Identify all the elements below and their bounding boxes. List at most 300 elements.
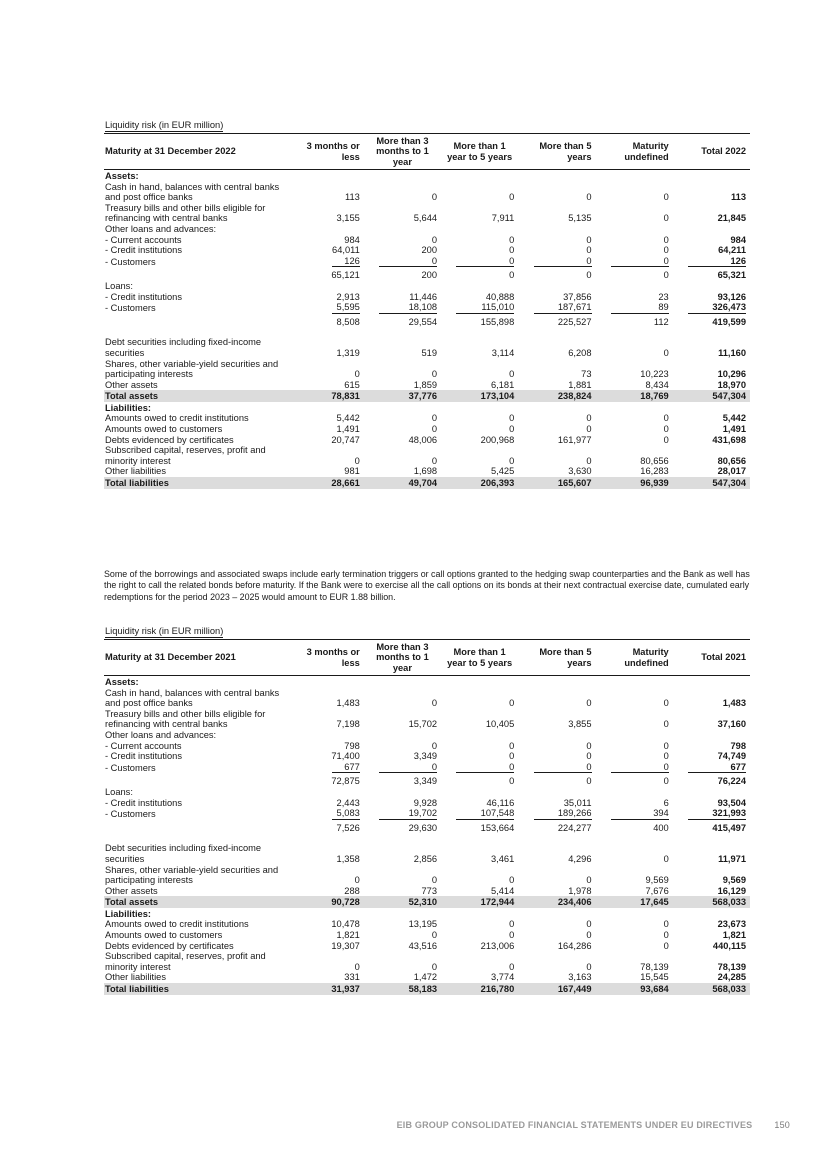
row-label: - Credit institutions (105, 291, 182, 302)
table-row (104, 808, 750, 823)
cell-col-2 (364, 808, 441, 823)
cell-col-5: 0 (663, 192, 669, 203)
cell-col-6: 93,504 (717, 797, 746, 808)
header-row (104, 134, 750, 170)
table-2022-block (104, 120, 750, 489)
cell-col-1: 8,508 (336, 316, 360, 327)
cell-col-4: 0 (586, 751, 592, 762)
cell-col-3: 0 (509, 919, 515, 930)
cell-col-2: 52,310 (364, 896, 441, 908)
cell-col-6: 80,656 (717, 455, 746, 466)
cell-col-2: 0 (431, 698, 438, 709)
cell-col-2: 773 (421, 885, 438, 896)
header-row (104, 640, 750, 676)
cell-col-3: 0 (509, 875, 515, 886)
cell-col-1 (287, 170, 364, 182)
cell-col-2: 29,630 (408, 822, 438, 833)
cell-col-3: 0 (509, 930, 515, 941)
cell-col-5: 0 (663, 234, 669, 245)
cell-col-1: 1,821 (336, 930, 360, 941)
cell-col-6: 10,296 (717, 369, 746, 380)
row-label: Total liabilities (104, 477, 287, 489)
cell-col-1: 615 (344, 379, 360, 390)
cell-col-5: 0 (663, 213, 669, 224)
cell-col-6: 113 (731, 192, 746, 203)
cell-col-3: 3,461 (491, 853, 515, 864)
cell-value: 0 (456, 256, 514, 268)
row-label: Liabilities: (105, 908, 151, 919)
cell-col-1: 984 (344, 234, 360, 245)
cell-col-6 (673, 256, 750, 271)
header-col-4: More than 5 years (518, 640, 595, 676)
cell-col-5: 93,684 (596, 983, 673, 995)
cell-col-6: 798 (730, 740, 746, 751)
cell-col-2: 0 (431, 455, 438, 466)
table-row (104, 245, 750, 256)
cell-col-4: 0 (586, 930, 592, 941)
cell-value: 326,473 (688, 302, 746, 314)
cell-col-4: 1,881 (568, 379, 592, 390)
cell-col-6: 547,304 (673, 390, 750, 402)
cell-col-6: 5,442 (722, 413, 746, 424)
cell-col-5 (596, 787, 673, 798)
cell-col-4: 167,449 (518, 983, 595, 995)
cell-col-6: 568,033 (673, 896, 750, 908)
table-row (104, 413, 750, 424)
cell-col-1: 1,483 (336, 698, 360, 709)
cell-col-1: 0 (354, 875, 360, 886)
cell-col-3: 155,898 (480, 316, 515, 327)
cell-col-5: 6 (663, 797, 669, 808)
cell-col-4: 3,163 (568, 972, 592, 983)
table-row (104, 424, 750, 435)
row-label: Treasury bills and other bills eligible for refinancing with central banks (105, 202, 266, 224)
row-label: Amounts owed to customers (105, 424, 223, 435)
table-row (104, 833, 750, 864)
cell-col-6: 93,126 (717, 291, 746, 302)
cell-col-6: 415,497 (712, 822, 746, 833)
cell-value: 5,083 (332, 808, 360, 820)
liquidity-table-2021 (104, 639, 750, 995)
table-row (104, 865, 750, 886)
cell-col-6: 18,970 (717, 379, 746, 390)
row-label: Debts evidenced by certificates (105, 940, 234, 951)
table-row (104, 302, 750, 317)
cell-col-5 (596, 762, 673, 777)
cell-col-1 (287, 402, 364, 414)
row-label: - Current accounts (105, 740, 182, 751)
cell-col-5: 0 (663, 776, 669, 787)
table-row (104, 327, 750, 358)
cell-col-3 (441, 256, 518, 271)
row-label: Shares, other variable-yield securities and participating interests (105, 864, 279, 886)
table-row (104, 941, 750, 952)
cell-col-5: 112 (653, 316, 669, 327)
cell-col-4: 0 (586, 424, 592, 435)
cell-col-5: 0 (663, 930, 669, 941)
cell-col-4: 1,978 (568, 885, 592, 896)
header-col-5: Maturity undefined (596, 640, 673, 676)
cell-col-3 (441, 402, 518, 414)
table-row (104, 787, 750, 798)
cell-col-6: 28,017 (717, 466, 746, 477)
cell-col-1: 31,937 (287, 983, 364, 995)
cell-col-1: 71,400 (331, 751, 360, 762)
cell-col-3: 173,104 (441, 390, 518, 402)
cell-col-4: 238,824 (518, 390, 595, 402)
cell-col-4 (518, 787, 595, 798)
cell-col-3: 0 (509, 698, 515, 709)
table-row (104, 798, 750, 809)
cell-col-3: 0 (509, 740, 515, 751)
row-label: - Customers (105, 303, 156, 314)
row-label: - Current accounts (105, 234, 182, 245)
cell-col-2 (364, 730, 441, 741)
cell-col-1: 78,831 (287, 390, 364, 402)
row-label: Amounts owed to credit institutions (105, 919, 249, 930)
cell-col-2: 13,195 (408, 919, 438, 930)
row-label: Total liabilities (104, 983, 287, 995)
cell-value: 394 (611, 808, 669, 820)
header-col-1: 3 months or less (287, 134, 364, 170)
row-label: Debt securities including fixed-income securities (105, 843, 262, 864)
page-number: 150 (774, 1120, 790, 1130)
cell-col-2: 15,702 (408, 719, 438, 730)
cell-col-6: 16,129 (717, 885, 746, 896)
cell-col-1 (287, 808, 364, 823)
header-col-3: More than 1 year to 5 years (441, 640, 518, 676)
cell-col-5: 0 (663, 919, 669, 930)
cell-col-1: 0 (354, 369, 360, 380)
cell-col-3: 0 (509, 245, 515, 256)
table-row (104, 823, 750, 834)
cell-col-5: 400 (653, 822, 669, 833)
cell-col-5: 18,769 (596, 390, 673, 402)
cell-value: 19,702 (379, 808, 437, 820)
row-label: - Customers (105, 762, 156, 773)
cell-col-6: 76,224 (717, 776, 746, 787)
cell-col-6 (673, 224, 750, 235)
row-label: - Credit institutions (105, 751, 182, 762)
cell-col-4: 5,135 (568, 213, 592, 224)
table-2021-block (104, 626, 750, 995)
table-caption: Liquidity risk (in EUR million) (105, 626, 224, 636)
row-label: Other liabilities (105, 972, 166, 983)
cell-col-3: 153,664 (480, 822, 515, 833)
cell-col-3 (441, 224, 518, 235)
cell-col-5 (596, 281, 673, 292)
cell-col-2: 0 (431, 424, 438, 435)
cell-col-6: 568,033 (673, 983, 750, 995)
cell-col-6: 78,139 (717, 961, 746, 972)
row-label: Amounts owed to credit institutions (105, 413, 249, 424)
row-label: Debts evidenced by certificates (105, 434, 234, 445)
header-col-5: Maturity undefined (596, 134, 673, 170)
table-row (104, 762, 750, 777)
cell-col-2: 0 (431, 740, 438, 751)
cell-col-3: 0 (509, 961, 515, 972)
cell-col-2: 48,006 (408, 434, 438, 445)
footer-title: EIB GROUP CONSOLIDATED FINANCIAL STATEMENTS UNDER EU DIRECTIVES (396, 1120, 753, 1130)
table-row (104, 709, 750, 730)
cell-col-6: 1,491 (722, 424, 746, 435)
cell-col-6 (673, 908, 750, 920)
cell-col-1: 7,526 (336, 822, 360, 833)
cell-col-6: 11,160 (718, 347, 746, 358)
cell-col-4: 0 (586, 919, 592, 930)
cell-col-6: 1,483 (722, 698, 746, 709)
table-row (104, 270, 750, 281)
cell-col-6: 440,115 (712, 940, 746, 951)
cell-col-3 (441, 787, 518, 798)
table-row (104, 951, 750, 972)
cell-col-5: 80,656 (640, 455, 669, 466)
cell-col-1: 28,661 (287, 477, 364, 489)
cell-col-3 (441, 281, 518, 292)
cell-col-4 (518, 762, 595, 777)
cell-value: 126 (688, 256, 746, 268)
cell-col-4: 0 (586, 698, 592, 709)
cell-col-3 (441, 730, 518, 741)
cell-col-3: 0 (509, 751, 515, 762)
cell-col-5 (596, 402, 673, 414)
cell-col-2 (364, 787, 441, 798)
cell-col-3 (441, 908, 518, 920)
cell-value: 89 (611, 302, 669, 314)
row-label: Subscribed capital, reserves, profit and minority interest (105, 951, 266, 972)
cell-value: 107,548 (456, 808, 514, 820)
cell-value: 0 (379, 256, 437, 268)
cell-col-3 (441, 170, 518, 182)
cell-value: 115,010 (456, 302, 514, 314)
cell-col-5 (596, 730, 673, 741)
cell-col-3: 6,181 (491, 379, 515, 390)
cell-value: 189,266 (534, 808, 592, 820)
table-row (104, 224, 750, 235)
row-label: Loans: (105, 280, 133, 291)
cell-col-5: 8,434 (645, 379, 669, 390)
cell-col-1: 19,307 (331, 940, 360, 951)
cell-col-2: 3,349 (413, 776, 438, 787)
cell-col-4: 3,855 (568, 719, 592, 730)
cell-col-3: 0 (509, 413, 515, 424)
cell-col-1: 72,875 (331, 776, 360, 787)
cell-col-6 (673, 402, 750, 414)
cell-col-4 (518, 676, 595, 688)
cell-col-6 (673, 170, 750, 182)
row-label: Other assets (105, 885, 158, 896)
cell-col-1: 2,913 (336, 291, 360, 302)
cell-col-6: 547,304 (673, 477, 750, 489)
header-maturity: Maturity at 31 December 2021 (104, 640, 287, 676)
cell-col-4: 0 (586, 961, 592, 972)
cell-value: 677 (332, 762, 360, 774)
cell-col-1 (287, 281, 364, 292)
cell-col-5: 0 (663, 413, 669, 424)
cell-col-3: 200,968 (480, 434, 515, 445)
cell-col-4 (518, 256, 595, 271)
cell-col-3: 10,405 (485, 719, 515, 730)
cell-col-4: 0 (586, 455, 592, 466)
header-col-2: More than 3 months to 1 year (364, 640, 441, 676)
cell-col-6: 24,285 (717, 972, 746, 983)
cell-value: 187,671 (534, 302, 592, 314)
header-col-2: More than 3 months to 1 year (364, 134, 441, 170)
row-label: Debt securities including fixed-income securities (105, 337, 262, 358)
cell-value: 18,108 (379, 302, 437, 314)
cell-col-4: 0 (586, 413, 592, 424)
cell-col-3: 3,114 (491, 347, 515, 358)
row-label: Amounts owed to customers (105, 930, 223, 941)
row-label: Other loans and advances: (105, 729, 217, 740)
page-footer (397, 1120, 790, 1130)
cell-col-1: 113 (344, 192, 360, 203)
header-col-1: 3 months or less (287, 640, 364, 676)
cell-col-1 (287, 762, 364, 777)
cell-col-2: 1,698 (413, 466, 438, 477)
cell-col-4: 73 (581, 369, 592, 380)
cell-col-6 (673, 281, 750, 292)
cell-col-1 (287, 302, 364, 317)
cell-value: 5,595 (332, 302, 360, 314)
table-row (104, 317, 750, 328)
cell-col-4: 6,208 (568, 347, 592, 358)
cell-col-3: 216,780 (441, 983, 518, 995)
cell-col-4: 165,607 (518, 477, 595, 489)
cell-col-4 (518, 224, 595, 235)
cell-col-2: 1,859 (413, 379, 438, 390)
cell-col-4: 0 (586, 192, 592, 203)
row-label: - Credit institutions (105, 797, 182, 808)
table-row (104, 281, 750, 292)
cell-col-5: 0 (663, 719, 669, 730)
header-col-4: More than 5 years (518, 134, 595, 170)
cell-col-5 (596, 256, 673, 271)
table-row (104, 380, 750, 391)
cell-col-1: 0 (354, 961, 360, 972)
cell-col-2 (364, 281, 441, 292)
cell-col-2 (364, 908, 441, 920)
row-label: - Customers (105, 256, 156, 267)
cell-col-1: 798 (344, 740, 360, 751)
cell-col-2 (364, 224, 441, 235)
table-row (104, 170, 750, 182)
cell-col-4: 0 (586, 234, 592, 245)
cell-col-3: 40,888 (485, 291, 515, 302)
cell-col-4: 164,286 (557, 940, 592, 951)
cell-value: 0 (611, 762, 669, 774)
cell-col-4 (518, 281, 595, 292)
cell-col-6: 419,599 (712, 316, 746, 327)
cell-col-5: 0 (663, 740, 669, 751)
row-label: Liabilities: (105, 402, 151, 413)
call-options-paragraph: Some of the borrowings and associated swaps include early termination triggers or call options granted to the hedging swap counterparties and the Bank as well has the right to call the related bonds before maturity. If the Bank were to exercise all the call options on its bonds at their next contractual exercise date, cumulated early redemptions for the period 2023 – 2025 would amount to EUR 1.88 billion. (104, 569, 750, 602)
cell-col-6: 431,698 (712, 434, 746, 445)
cell-col-6: 984 (730, 234, 746, 245)
table-row (104, 182, 750, 203)
table-row (104, 235, 750, 246)
table-row (104, 477, 750, 489)
table-row (104, 741, 750, 752)
cell-col-4: 224,277 (557, 822, 592, 833)
cell-col-6: 23,673 (717, 919, 746, 930)
cell-col-5: 0 (663, 347, 669, 358)
cell-col-3: 0 (509, 369, 515, 380)
cell-col-2 (364, 170, 441, 182)
cell-col-4: 225,527 (557, 316, 592, 327)
cell-col-4: 234,406 (518, 896, 595, 908)
cell-col-6: 64,211 (718, 245, 746, 256)
table-row (104, 886, 750, 897)
cell-col-3 (441, 676, 518, 688)
table-row (104, 203, 750, 224)
cell-col-1: 3,155 (336, 213, 360, 224)
cell-col-5: 23 (658, 291, 669, 302)
cell-col-1: 65,121 (331, 270, 360, 281)
cell-col-1 (287, 224, 364, 235)
cell-col-4: 0 (586, 245, 592, 256)
table-caption: Liquidity risk (in EUR million) (105, 120, 224, 130)
cell-col-2: 200 (421, 270, 438, 281)
table-row (104, 435, 750, 446)
cell-col-1: 1,319 (336, 347, 360, 358)
cell-col-4: 37,856 (563, 291, 592, 302)
cell-col-3: 0 (509, 270, 515, 281)
row-label: Total assets (104, 896, 287, 908)
cell-col-3: 0 (509, 424, 515, 435)
cell-col-3: 0 (509, 192, 515, 203)
cell-col-1 (287, 908, 364, 920)
cell-col-2: 0 (431, 961, 438, 972)
cell-col-5: 0 (663, 853, 669, 864)
cell-col-1: 981 (344, 466, 360, 477)
cell-col-6: 37,160 (717, 719, 746, 730)
row-label (104, 823, 287, 834)
cell-col-5: 10,223 (640, 369, 669, 380)
table-row (104, 445, 750, 466)
cell-col-4 (518, 302, 595, 317)
cell-col-4: 0 (586, 270, 592, 281)
cell-col-2: 0 (431, 369, 438, 380)
cell-col-5: 78,139 (640, 961, 669, 972)
cell-col-3: 172,944 (441, 896, 518, 908)
table-row (104, 776, 750, 787)
cell-col-4: 161,977 (557, 434, 592, 445)
table-row (104, 983, 750, 995)
table-row (104, 292, 750, 303)
cell-col-4 (518, 170, 595, 182)
cell-col-3: 206,393 (441, 477, 518, 489)
row-label: - Customers (105, 809, 156, 820)
cell-col-4: 35,011 (563, 797, 592, 808)
row-label: Assets: (105, 677, 139, 687)
cell-col-1 (287, 676, 364, 688)
cell-col-2: 1,472 (413, 972, 438, 983)
cell-value: 321,993 (688, 808, 746, 820)
cell-value: 0 (534, 762, 592, 774)
cell-col-6 (673, 730, 750, 741)
cell-col-2: 11,446 (409, 291, 438, 302)
cell-col-6: 1,821 (722, 930, 746, 941)
cell-col-1: 1,491 (336, 424, 360, 435)
cell-col-1 (287, 787, 364, 798)
cell-col-2: 0 (431, 192, 438, 203)
table-row (104, 730, 750, 741)
cell-col-2: 2,856 (413, 853, 438, 864)
cell-col-5: 0 (663, 270, 669, 281)
cell-col-4: 4,296 (568, 853, 592, 864)
row-label: Other loans and advances: (105, 223, 217, 234)
